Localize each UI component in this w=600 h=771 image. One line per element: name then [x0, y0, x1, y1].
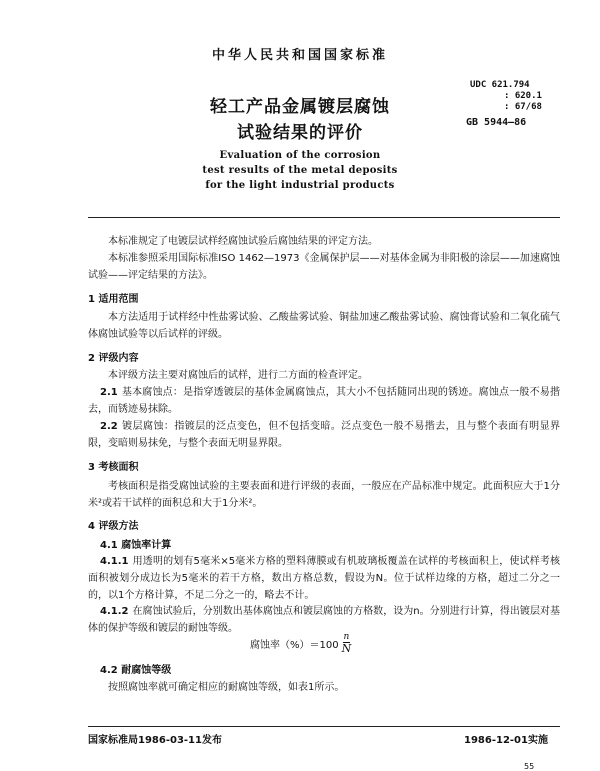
effective-date: 1986-12-01实施	[464, 735, 548, 746]
issuing-country-header: 中华人民共和国国家标准	[211, 48, 388, 63]
clause-4-1-1	[88, 553, 560, 604]
intro-paragraph-2: 本标准参照采用国际标准ISO 1462—1973《金属保护层——对基体金属为非阳极的涂层——加速腐蚀试验——评定结果的方法》。	[88, 253, 560, 281]
section-2-heading: 2 评级内容	[88, 353, 139, 364]
udc-line2: : 620.1	[504, 91, 542, 101]
title-english-line3: for the light industrial products	[205, 180, 395, 191]
clause-2-2-text: 镀层腐蚀：指镀层的泛点变色，但不包括变暗。泛点变色一般不易揩去，且与整个表面有明显界限，变暗则易抹免，与整个表面无明显界限。	[88, 421, 560, 449]
clause-2-2	[88, 418, 560, 452]
issue-date: 国家标准局1986-03-11发布	[88, 735, 222, 746]
section-1-heading: 1 适用范围	[88, 294, 139, 305]
section-1-body: 本方法适用于试样经中性盐雾试验、乙酸盐雾试验、铜盐加速乙酸盐雾试验、腐蚀膏试验和二氧化硫气体腐蚀试验等以后试样的评级。	[88, 312, 560, 340]
clause-4-1-heading: 4.1 腐蚀率计算	[100, 540, 172, 551]
title-chinese-line1: 轻工产品金属镀层腐蚀	[210, 97, 390, 117]
standard-number: GB 5944—86	[466, 117, 527, 128]
corrosion-rate-formula	[250, 632, 351, 655]
clause-4-2-heading: 4.2 耐腐蚀等级	[100, 665, 172, 676]
footer-divider	[88, 726, 560, 727]
intro-paragraph-1: 本标准规定了电镀层试样经腐蚀试验后腐蚀结果的评定方法。	[108, 236, 378, 247]
section-2-body: 本评级方法主要对腐蚀后的试样，进行二方面的检查评定。	[108, 370, 368, 381]
title-chinese-line2: 试验结果的评价	[237, 123, 363, 143]
clause-4-1-1-text: 用透明的划有5毫米×5毫米方格的塑料薄膜或有机玻璃板覆盖在试样的考核面积上，使试样考核面积被划分成边长为5毫米的若干方格，数出方格总数，假设为N。位于试样边缘的方格，超过二分之一的，以1个方格计算，不足二分之一的，略去不计。	[88, 556, 560, 601]
title-english-line2: test results of the metal deposits	[202, 165, 398, 176]
clause-2-1-number: 2.1	[100, 387, 118, 398]
udc-line1: UDC 621.794	[470, 80, 530, 90]
page-number: 55	[524, 762, 535, 771]
clause-4-1-1-number: 4.1.1	[100, 556, 129, 567]
section-3-body: 考核面积是指受腐蚀试验的主要表面和进行评级的表面，一般应在产品标准中规定。此面积应大于1分米²或若干试样的面积总和大于1分米²。	[88, 481, 560, 509]
clause-2-1	[88, 384, 560, 418]
formula-fraction	[342, 632, 352, 655]
header-divider	[88, 217, 560, 218]
udc-line3: : 67/68	[504, 102, 542, 112]
formula-numerator: n	[343, 632, 350, 642]
title-english-line1: Evaluation of the corrosion	[219, 150, 381, 161]
section-4-heading: 4 评级方法	[88, 521, 139, 532]
clause-2-2-number: 2.2	[100, 421, 118, 432]
clause-4-2-text: 按照腐蚀率就可确定相应的耐腐蚀等级，如表1所示。	[108, 682, 345, 693]
udc-classification	[470, 80, 542, 113]
clause-2-1-text: 基本腐蚀点：是指穿透镀层的基体金属腐蚀点，其大小不包括随同出现的锈迹。腐蚀点一般不易揩去，而锈迹易抹除。	[88, 387, 560, 415]
clause-4-1-2-text: 在腐蚀试验后，分别数出基体腐蚀点和镀层腐蚀的方格数，设为n。分别进行计算，得出镀层对基体的保护等级和镀层的耐蚀等级。	[88, 606, 560, 634]
formula-label: 腐蚀率（%）＝100	[250, 640, 339, 651]
formula-denominator: N	[341, 642, 352, 655]
clause-4-1-2-number: 4.1.2	[100, 606, 129, 617]
section-3-heading: 3 考核面积	[88, 462, 139, 473]
